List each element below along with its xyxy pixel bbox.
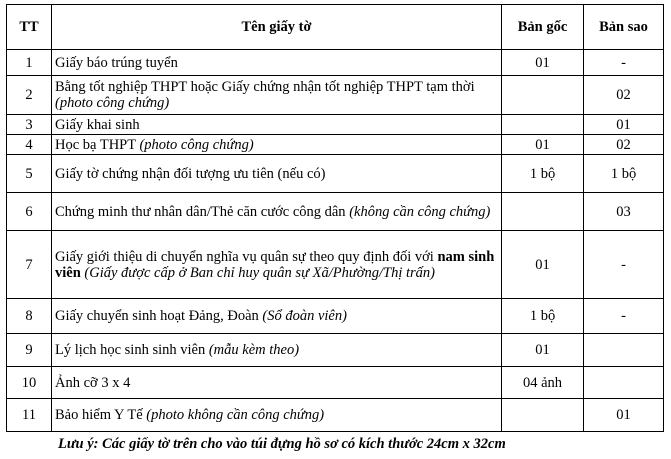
- document-name: [52, 115, 502, 135]
- document-name-part: Lý lịch học sinh sinh viên: [55, 342, 209, 358]
- table-row: [7, 334, 664, 367]
- document-name-part: (mẫu kèm theo): [208, 342, 300, 358]
- row-number: 8: [7, 299, 52, 334]
- document-name-part: (photo không cần công chứng): [146, 407, 325, 423]
- table-row: [7, 135, 664, 155]
- row-number: 4: [7, 135, 52, 155]
- row-number: 6: [7, 193, 52, 231]
- document-name-part: (không cần công chứng): [349, 203, 491, 220]
- document-name-part: (photo công chứng): [55, 95, 170, 111]
- table-row: [7, 115, 664, 135]
- row-number: 11: [7, 399, 52, 432]
- document-name: [52, 334, 502, 367]
- table-row: [7, 231, 664, 299]
- original-count: [502, 193, 584, 231]
- original-count: 01: [502, 231, 584, 299]
- original-count: [502, 115, 584, 135]
- table-row: [7, 155, 664, 193]
- document-name-part: Học bạ THPT: [55, 136, 140, 153]
- copy-count: 1 bộ: [584, 155, 664, 193]
- header-original: Bản gốc: [502, 5, 584, 50]
- original-count: 01: [502, 50, 584, 76]
- table-row: [7, 76, 664, 115]
- copy-count: -: [584, 299, 664, 334]
- copy-count: 01: [584, 115, 664, 135]
- documents-table: [6, 4, 664, 432]
- table-row: [7, 50, 664, 76]
- table-body: [7, 50, 664, 432]
- document-name: [52, 135, 502, 155]
- table-row: [7, 299, 664, 334]
- row-number: 9: [7, 334, 52, 367]
- document-name-part: Giấy báo trúng tuyển: [55, 54, 178, 71]
- row-number: 7: [7, 231, 52, 299]
- document-name: [52, 299, 502, 334]
- document-name: [52, 155, 502, 193]
- document-name-part: Giấy chuyển sinh hoạt Đảng, Đoàn: [55, 308, 263, 324]
- copy-count: 02: [584, 76, 664, 115]
- original-count: 1 bộ: [502, 155, 584, 193]
- original-count: 1 bộ: [502, 299, 584, 334]
- copy-count: 03: [584, 193, 664, 231]
- document-name: [52, 367, 502, 399]
- row-number: 5: [7, 155, 52, 193]
- document-name-part: (photo công chứng): [139, 136, 254, 153]
- document-name-part: Bằng tốt nghiệp THPT hoặc Giấy chứng nhận tốt nghiệp THPT tạm thời: [55, 79, 475, 95]
- document-name-part: (Giấy được cấp ở Ban chỉ huy quân sự Xã/Phường/Thị trấn): [84, 264, 435, 281]
- row-number: 10: [7, 367, 52, 399]
- copy-count: [584, 367, 664, 399]
- document-name: [52, 76, 502, 115]
- document-name-part: Giấy tờ chứng nhận đối tượng ưu tiên (nếu có): [55, 165, 326, 182]
- copy-count: -: [584, 50, 664, 76]
- copy-count: [584, 334, 664, 367]
- document-name: [52, 193, 502, 231]
- copy-count: 01: [584, 399, 664, 432]
- table-header-row: [7, 5, 664, 50]
- header-tt: TT: [7, 5, 52, 50]
- header-copy: Bản sao: [584, 5, 664, 50]
- table-row: [7, 367, 664, 399]
- document-name-part: Giấy giới thiệu di chuyển nghĩa vụ quân sự theo quy định đối với: [55, 248, 438, 265]
- row-number: 3: [7, 115, 52, 135]
- original-count: 01: [502, 135, 584, 155]
- document-name-part: (Sổ đoàn viên): [262, 308, 347, 324]
- original-count: 01: [502, 334, 584, 367]
- header-document-name: Tên giấy tờ: [52, 5, 502, 50]
- document-name: [52, 50, 502, 76]
- original-count: [502, 399, 584, 432]
- document-name-part: Ảnh cỡ 3 x 4: [55, 374, 131, 391]
- document-name-part: Chứng minh thư nhân dân/Thẻ căn cước công dân: [55, 203, 350, 220]
- document-name-part: nam sinh viên: [55, 248, 495, 281]
- document-name: [52, 399, 502, 432]
- table-row: [7, 399, 664, 432]
- copy-count: 02: [584, 135, 664, 155]
- original-count: 04 ảnh: [502, 367, 584, 399]
- document-name: [52, 231, 502, 299]
- table-row: [7, 193, 664, 231]
- original-count: [502, 76, 584, 115]
- copy-count: -: [584, 231, 664, 299]
- footer-note: Lưu ý: Các giấy tờ trên cho vào túi đựng hồ sơ có kích thước 24cm x 32cm: [58, 436, 506, 452]
- row-number: 2: [7, 76, 52, 115]
- document-name-part: Bảo hiểm Y Tế: [55, 407, 147, 423]
- row-number: 1: [7, 50, 52, 76]
- document-name-part: Giấy khai sinh: [55, 116, 140, 133]
